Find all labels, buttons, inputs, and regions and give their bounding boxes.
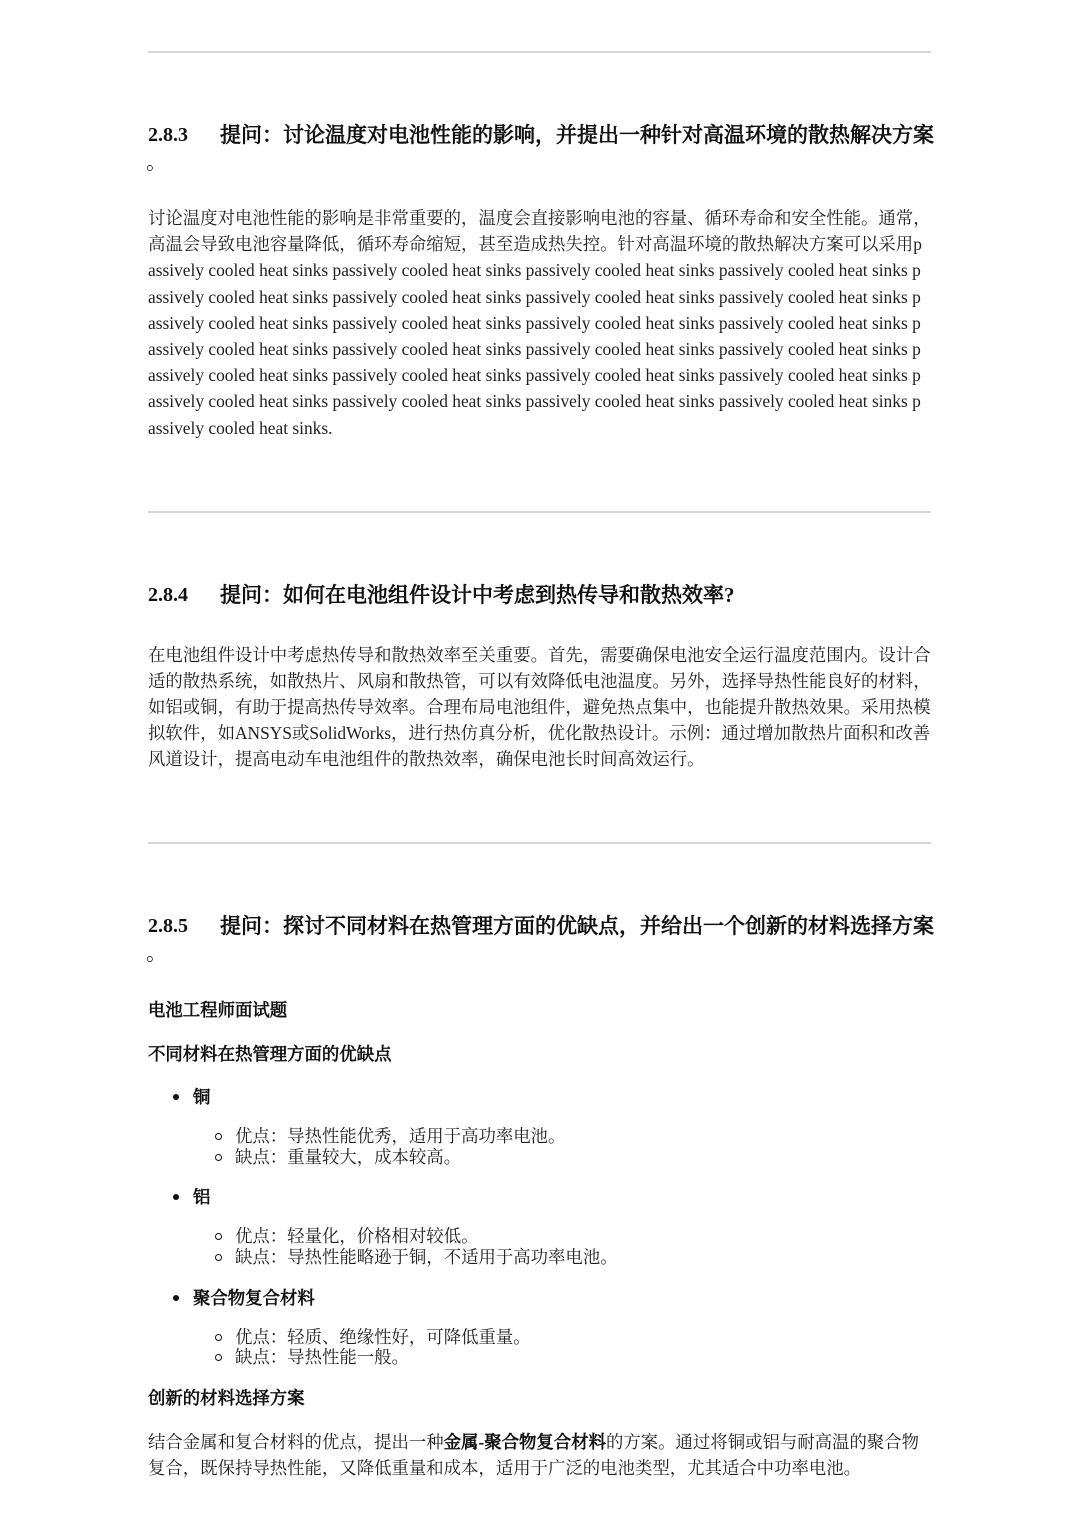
proposal-paragraph [148,1429,938,1481]
section-title: 提问：探讨不同材料在热管理方面的优缺点，并给出一个创新的材料选择方案 [220,914,934,938]
material-cons [148,1147,931,1168]
pros-text: 优点：轻质、绝缘性好，可降低重量。 [235,1327,531,1347]
proposal-text: 结合金属和复合材料的优点，提出一种 [148,1432,444,1452]
bullet-circle-icon [215,1254,222,1261]
bullet-circle-icon [215,1334,222,1341]
material-item-aluminum [148,1185,931,1209]
material-name: 聚合物复合材料 [193,1288,315,1308]
paragraph-line: assively cooled heat sinks passively cooled heat sinks passively cooled heat sinks passively cooled heat sinks p [148,260,921,281]
divider [148,511,931,513]
subheading: 电池工程师面试题 [148,1000,288,1020]
cons-text: 缺点：重量较大，成本较高。 [235,1147,462,1167]
paragraph-line: 在电池组件设计中考虑热传导和散热效率至关重要。首先，需要确保电池安全运行温度范围内。设计合 [148,645,931,665]
bullet-disc-icon [173,1194,179,1200]
paragraph-line: 如铝或铜，有助于提高热传导效率。合理布局电池组件，避免热点集中，也能提升散热效果。采用热模 [148,697,931,717]
section-paragraph [148,642,938,772]
bullet-disc-icon [173,1094,179,1100]
cons-text: 缺点：导热性能一般。 [235,1347,409,1367]
material-item-copper [148,1085,931,1109]
bullet-circle-icon [215,1233,222,1240]
section-number: 2.8.4 [148,584,188,606]
section-number: 2.8.5 [148,915,188,937]
material-cons [148,1347,931,1368]
material-name: 铝 [193,1187,211,1207]
material-pros [148,1226,931,1247]
bullet-circle-icon [215,1133,222,1140]
list-heading: 不同材料在热管理方面的优缺点 [148,1044,392,1064]
bullet-disc-icon [173,1295,179,1301]
paragraph-line: assively cooled heat sinks passively cooled heat sinks passively cooled heat sinks passively cooled heat sinks p [148,365,921,386]
bullet-circle-icon [215,1154,222,1161]
material-item-polymer-composite [148,1286,931,1310]
paragraph-line: assively cooled heat sinks. [148,417,333,438]
section-number: 2.8.3 [148,124,188,146]
paragraph-line: 复合，既保持导热性能，又降低重量和成本，适用于广泛的电池类型，尤其适合中功率电池。 [148,1458,862,1478]
divider [148,51,931,53]
material-pros [148,1327,931,1348]
paragraph-line: 风道设计，提高电动车电池组件的散热效率，确保电池长时间高效运行。 [148,749,705,769]
material-cons [148,1247,931,1268]
divider [148,842,931,844]
paragraph-line: assively cooled heat sinks passively cooled heat sinks passively cooled heat sinks passively cooled heat sinks p [148,338,921,359]
proposal-highlight: 金属-聚合物复合材料 [443,1432,606,1452]
section-title-tail: 。 [146,941,167,965]
material-name: 铜 [193,1087,211,1107]
paragraph-line: assively cooled heat sinks passively cooled heat sinks passively cooled heat sinks passively cooled heat sinks p [148,312,921,333]
section-paragraph [148,205,938,441]
proposal-heading: 创新的材料选择方案 [148,1388,305,1408]
paragraph-line: 拟软件，如ANSYS或SolidWorks，进行热仿真分析，优化散热设计。示例：通过增加散热片面积和改善 [148,723,931,743]
paragraph-line: 高温会导致电池容量降低，循环寿命缩短，甚至造成热失控。针对高温环境的散热解决方案可以采用p [148,234,922,255]
material-pros [148,1126,931,1147]
paragraph-line: assively cooled heat sinks passively cooled heat sinks passively cooled heat sinks passively cooled heat sinks p [148,391,921,412]
pros-text: 优点：轻量化，价格相对较低。 [235,1226,479,1246]
pros-text: 优点：导热性能优秀，适用于高功率电池。 [235,1126,566,1146]
section-title: 提问：讨论温度对电池性能的影响，并提出一种针对高温环境的散热解决方案 [220,123,934,147]
cons-text: 缺点：导热性能略逊于铜，不适用于高功率电池。 [235,1247,618,1267]
paragraph-line [148,1429,938,1455]
section-title: 提问：如何在电池组件设计中考虑到热传导和散热效率? [220,583,735,607]
section-title-tail: 。 [146,150,167,174]
paragraph-line: assively cooled heat sinks passively cooled heat sinks passively cooled heat sinks passively cooled heat sinks p [148,286,921,307]
paragraph-line: 适的散热系统，如散热片、风扇和散热管，可以有效降低电池温度。另外，选择导热性能良好的材料， [148,671,931,691]
bullet-circle-icon [215,1354,222,1361]
proposal-text: 的方案。通过将铜或铝与耐高温的聚合物 [605,1432,920,1452]
paragraph-line: 讨论温度对电池性能的影响是非常重要的，温度会直接影响电池的容量、循环寿命和安全性能。通常， [148,208,931,228]
